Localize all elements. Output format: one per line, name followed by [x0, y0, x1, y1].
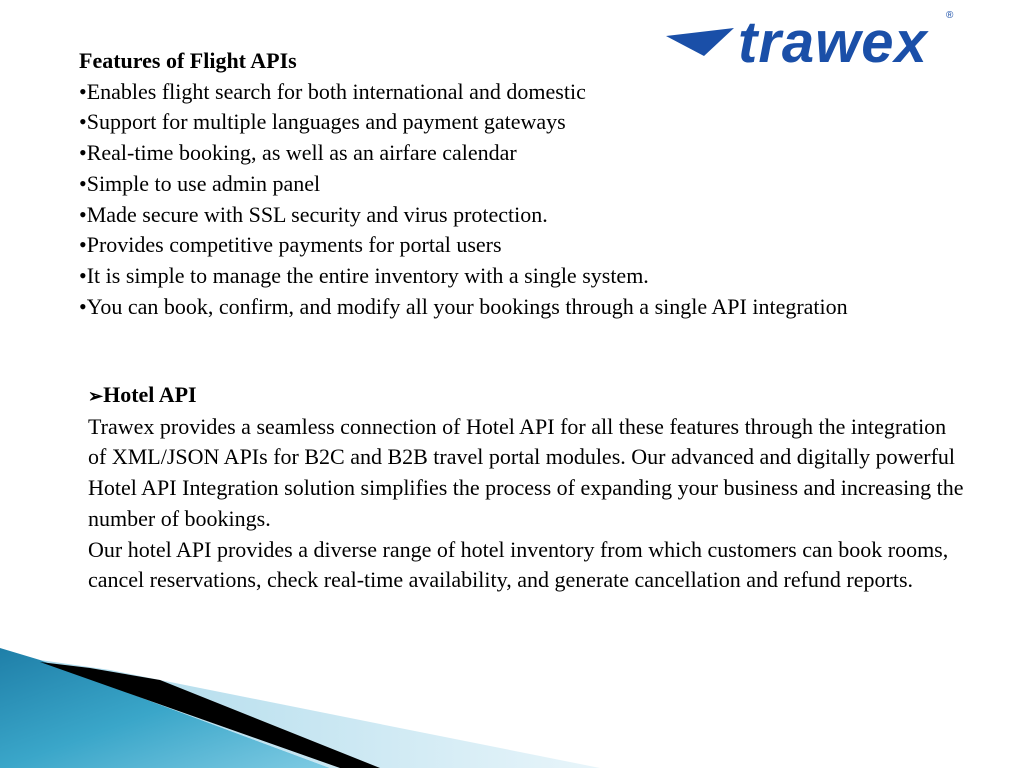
- list-item: [79, 292, 879, 323]
- list-item: [79, 230, 879, 261]
- hotel-api-paragraph-1: Trawex provides a seamless connection of Hotel API for all these features through the integration of XML/JSON APIs for B2C and B2B travel portal modules. Our advanced and digitally powerful Hotel API Integration solution simplifies the process of expanding your business and increasing the number of bookings.: [88, 413, 964, 531]
- logo-registered-mark: ®: [946, 10, 954, 21]
- flight-features-heading: Features of Flight APIs: [79, 48, 297, 73]
- list-item: [79, 169, 879, 200]
- list-item-text: It is simple to manage the entire inventory with a single system.: [86, 262, 649, 288]
- list-item-text: Simple to use admin panel: [86, 170, 321, 196]
- hotel-api-heading-row: [88, 380, 968, 412]
- list-item-text: Provides competitive payments for portal users: [86, 232, 502, 258]
- list-item-text: Support for multiple languages and payment gateways: [86, 109, 566, 135]
- list-item: [79, 138, 879, 169]
- logo-text: trawex: [738, 10, 928, 72]
- list-item: [79, 77, 879, 108]
- list-item-text: You can book, confirm, and modify all your bookings through a single API integration: [86, 293, 848, 319]
- flight-features-section: [79, 46, 879, 322]
- bullet: •: [79, 78, 87, 104]
- decorative-swoosh: [0, 640, 1024, 768]
- bullet: •: [79, 232, 87, 258]
- bullet: •: [79, 170, 87, 196]
- hotel-api-heading: Hotel API: [103, 382, 197, 407]
- list-item-text: Real-time booking, as well as an airfare calendar: [86, 140, 517, 166]
- bullet: •: [79, 201, 87, 227]
- hotel-api-paragraph-2: Our hotel API provides a diverse range of hotel inventory from which customers can book rooms, cancel reservations, check real-time availability, and generate cancellation and refund reports.: [88, 536, 949, 593]
- swoosh-graphic: [0, 640, 1024, 768]
- arrow-bullet-icon: ➢: [88, 386, 104, 406]
- bullet: •: [79, 293, 87, 319]
- list-item: [79, 261, 879, 292]
- list-item-text: Made secure with SSL security and virus protection.: [86, 201, 548, 227]
- bullet: •: [79, 109, 87, 135]
- hotel-api-section: [88, 380, 968, 596]
- bullet: •: [79, 140, 87, 166]
- list-item: [79, 200, 879, 231]
- bullet: •: [79, 262, 87, 288]
- list-item-text: Enables flight search for both international and domestic: [86, 78, 586, 104]
- list-item: [79, 107, 879, 138]
